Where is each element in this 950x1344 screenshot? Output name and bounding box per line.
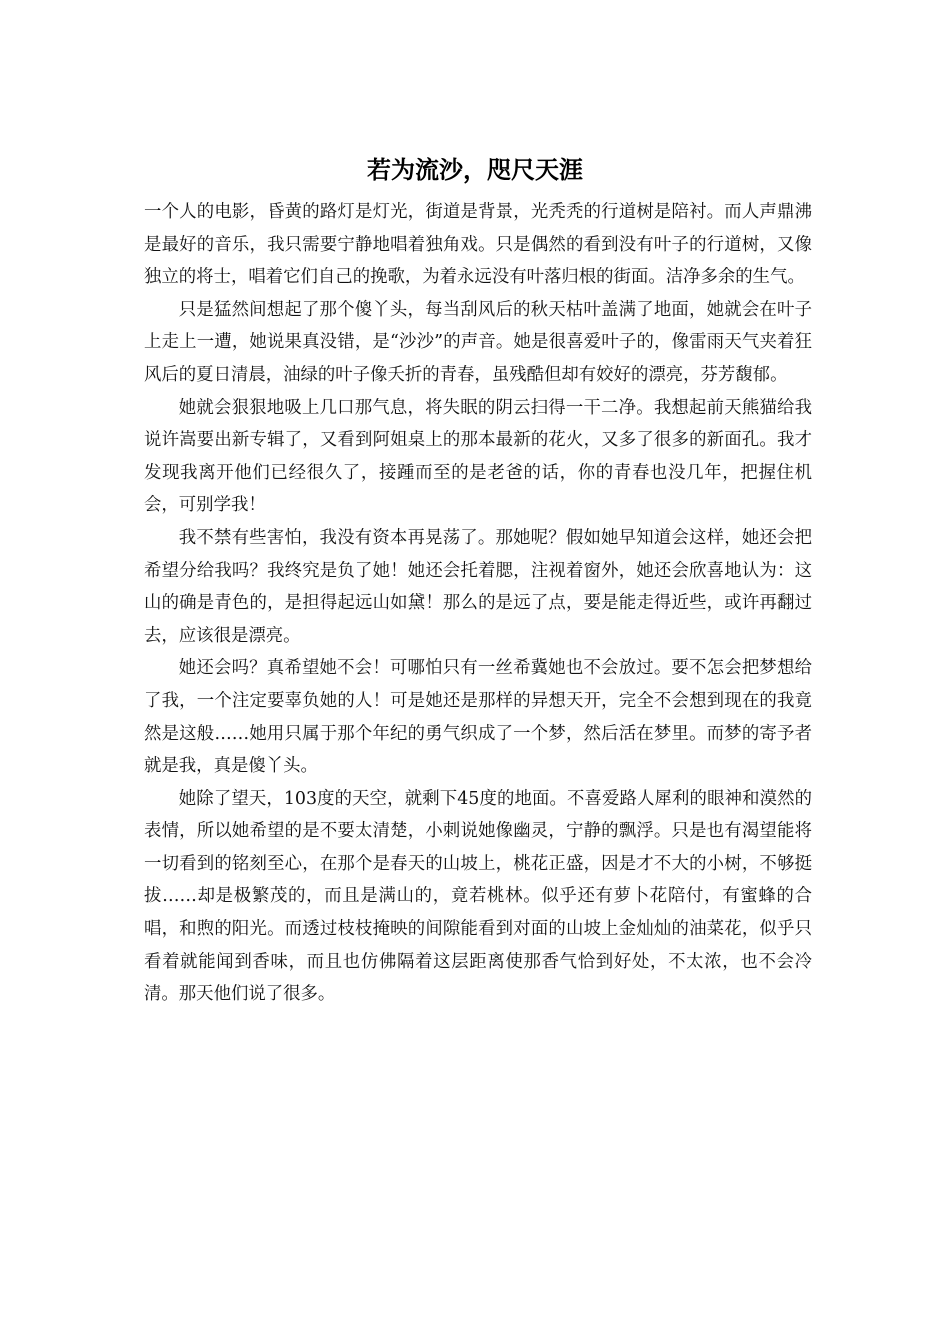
paragraph-3: 她就会狠狠地吸上几口那气息，将失眠的阴云扫得一干二净。我想起前天熊猫给我说许嵩要出新专辑了，又看到阿姐桌上的那本最新的花火，又多了很多的新面孔。我才发现我离开他们已经很久了，接踵而至的是老爸的话，你的青春也没几年，把握住机会，可别学我！ [144,397,812,516]
paragraph-2: 只是猛然间想起了那个傻丫头，每当刮风后的秋天枯叶盖满了地面，她就会在叶子上走上一遭，她说果真没错，是“沙沙”的声音。她是很喜爱叶子的，像雷雨天气夹着狂风后的夏日清晨，油绿的叶子像夭折的青春，虽残酷但却有姣好的漂亮，芬芳馥郁。 [144,299,812,385]
document-body [144,196,812,1011]
paragraph-4: 我不禁有些害怕，我没有资本再晃荡了。那她呢？假如她早知道会这样，她还会把希望分给我吗？我终究是负了她！她还会托着腮，注视着窗外，她还会欣喜地认为：这山的确是青色的，是担得起远山如黛！那么的是远了点，要是能走得近些，或许再翻过去，应该很是漂亮。 [144,527,812,646]
document-title: 若为流沙，咫尺天涯 [367,156,583,184]
paragraph-5: 她还会吗？真希望她不会！可哪怕只有一丝希冀她也不会放过。要不怎会把梦想给了我，一个注定要辜负她的人！可是她还是那样的异想天开，完全不会想到现在的我竟然是这般……她用只属于那个年纪的勇气织成了一个梦，然后活在梦里。而梦的寄予者就是我，真是傻丫头。 [144,658,812,777]
paragraph-6: 她除了望天，103度的天空，就剩下45度的地面。不喜爱路人犀利的眼神和漠然的表情，所以她希望的是不要太清楚，小刺说她像幽灵，宁静的飘浮。只是也有渴望能将一切看到的铭刻至心，在那个是春天的山坡上，桃花正盛，因是才不大的小树，不够挺拔……却是极繁茂的，而且是满山的，竟若桃林。似乎还有萝卜花陪付，有蜜蜂的合唱，和煦的阳光。而透过枝枝掩映的间隙能看到对面的山坡上金灿灿的油菜花，似乎只看着就能闻到香味，而且也仿佛隔着这层距离使那香气恰到好处，不太浓，也不会冷清。那天他们说了很多。 [144,788,812,1005]
paragraph-1: 一个人的电影，昏黄的路灯是灯光，街道是背景，光秃秃的行道树是陪衬。而人声鼎沸是最好的音乐，我只需要宁静地唱着独角戏。只是偶然的看到没有叶子的行道树，又像独立的将士，唱着它们自己的挽歌，为着永远没有叶落归根的街面。洁净多余的生气。 [144,202,812,288]
